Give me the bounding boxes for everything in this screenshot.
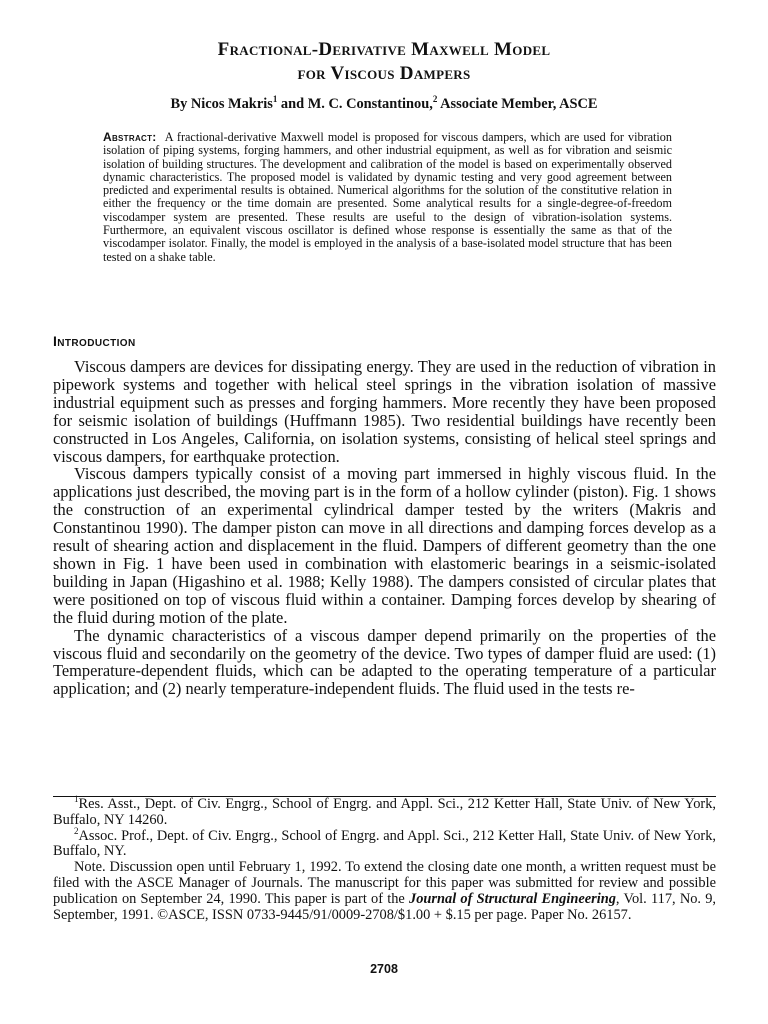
footnote-2	[53, 825, 716, 861]
author-affiliation: Associate Member, ASCE	[437, 96, 598, 112]
footnotes	[53, 794, 716, 923]
footnote-1-mark: 1	[74, 794, 79, 805]
note-citation: , Vol. 117, No. 9, September, 1991. ©ASCE, ISSN 0733-9445/91/0009-2708/$1.00 + $.15 per page. Paper No. 26157.	[53, 890, 716, 923]
note-text: Note. Discussion open until February 1, 1992. To extend the closing date one month, a written request must be filed with the ASCE Manager of Journals. The manuscript for this paper was submitted for review and possible publication on September 24, 1990. This paper is part of the	[53, 859, 716, 907]
author-2: and M. C. Constantinou,	[277, 96, 433, 112]
page-number: 2708	[370, 962, 398, 976]
section-heading-introduction: Introduction	[53, 333, 136, 349]
abstract-text: A fractional-derivative Maxwell model is proposed for viscous dampers, which are used for vibration isolation of piping systems, forging hammers, and other industrial equipment, as well as for vibration and seismic isolation of building structures. The development and calibration of the model is based on experimentally observed dynamic characteristics. The proposed model is validated by dynamic testing and very good agreement between predicted and experimental results is obtained. Numerical algorithms for the solution of the constitutive relation in either the frequency or the time domain are presented. Some analytical results for a single-degree-of-freedom viscodamper system are presented. These results are useful to the design of vibration-isolation systems. Furthermore, an equivalent viscous oscillator is defined whose response is essentially the same as that of the viscodamper isolator. Finally, the model is employed in the analysis of a base-isolated model structure that has been tested on a shake table.	[103, 130, 672, 264]
paragraph: Viscous dampers are devices for dissipating energy. They are used in the reduction of vibration in pipework systems and together with helical steel springs in the vibration isolation of massive industrial equipment such as presses and forging hammers. More recently they have been proposed for seismic isolation of buildings (Huffmann 1985). Two residential buildings have recently been constructed in Los Angeles, California, on isolation systems, consisting of helical steel springs and viscous dampers, for earthquake protection.	[53, 357, 716, 466]
footnote-1-text: Res. Asst., Dept. of Civ. Engrg., School of Engrg. and Appl. Sci., 212 Ketter Hall, State Univ. of New York, Buffalo, NY 14260.	[53, 796, 716, 828]
body-text	[53, 358, 716, 698]
abstract-label: Abstract:	[103, 130, 157, 144]
author-1: By Nicos Makris	[170, 96, 273, 112]
footnote-2-mark: 2	[74, 825, 79, 836]
abstract	[103, 131, 672, 264]
footnote-2-text: Assoc. Prof., Dept. of Civ. Engrg., School of Engrg. and Appl. Sci., 212 Ketter Hall, State Univ. of New York, Buffalo, NY.	[53, 827, 716, 860]
footnote-mark-1: 1	[272, 94, 278, 105]
paragraph: The dynamic characteristics of a viscous damper depend primarily on the properties of the viscous fluid and secondarily on the geometry of the device. Two types of damper fluid are used: (1) Temperature-dependent fluids, which can be adapted to the operating temperature of a particular application; and (2) nearly temperature-independent fluids. The fluid used in the tests re-	[53, 625, 716, 699]
discussion-note	[53, 860, 716, 923]
footnote-1	[53, 794, 716, 829]
journal-name: Journal of Structural Engineering	[409, 890, 616, 907]
title-line-2: for Viscous Dampers	[297, 63, 471, 84]
paragraph: Viscous dampers typically consist of a moving part immersed in highly viscous fluid. In the applications just described, the moving part is in the form of a hollow cylinder (piston). Fig. 1 shows the construction of an experimental cylindrical damper tested by the writers (Makris and Constantinou 1990). The damper piston can move in all directions and damping forces develop as a result of shearing action and displacement in the fluid. Dampers of different geometry than the one shown in Fig. 1 have been used in combination with elastomeric bearings in a seismic-isolated building in Japan (Higashino et al. 1988; Kelly 1988). The dampers consisted of circular plates that were positioned on top of viscous fluid within a container. Damping forces develop by shearing of the fluid during motion of the plate.	[53, 464, 716, 627]
footnote-mark-2: 2	[432, 94, 438, 105]
title-line-1: Fractional-Derivative Maxwell Model	[217, 39, 551, 60]
author-line	[0, 95, 768, 113]
paper-title	[0, 38, 768, 86]
